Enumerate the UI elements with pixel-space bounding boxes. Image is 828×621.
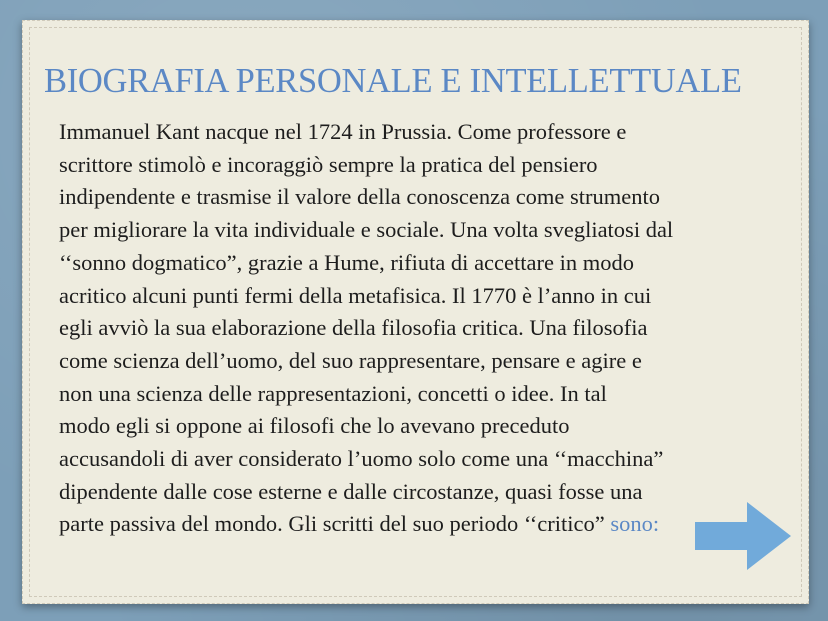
- body-line: dipendente dalle cose esterne e dalle circostanze, quasi fosse una: [59, 478, 643, 504]
- body-line: egli avviò la sua elaborazione della filosofia critica. Una filosofia: [59, 315, 648, 341]
- right-arrow-icon[interactable]: [695, 502, 791, 570]
- body-line-last-text: parte passiva del mondo. Gli scritti del suo periodo ‘‘critico”: [59, 511, 605, 537]
- body-line: scrittore stimolò e incoraggiò sempre la pratica del pensiero: [59, 151, 598, 177]
- highlighted-word: sono:: [610, 511, 660, 537]
- slide-card: [22, 20, 809, 604]
- slide-body-text: [59, 116, 769, 541]
- body-line: ‘‘sonno dogmatico”, grazie a Hume, rifiuta di accettare in modo: [59, 249, 634, 275]
- slide-title: BIOGRAFIA PERSONALE E INTELLETTUALE: [44, 62, 742, 100]
- body-line: modo egli si oppone ai filosofi che lo avevano preceduto: [59, 413, 570, 439]
- body-line: Immanuel Kant nacque nel 1724 in Prussia. Come professore e: [59, 119, 627, 144]
- body-line: non una scienza delle rappresentazioni, concetti o idee. In tal: [59, 380, 607, 406]
- body-line: acritico alcuni punti fermi della metafisica. Il 1770 è l’anno in cui: [59, 282, 652, 308]
- body-line-last: [59, 508, 769, 541]
- body-line: come scienza dell’uomo, del suo rappresentare, pensare e agire e: [59, 347, 642, 373]
- body-line: indipendente e trasmise il valore della conoscenza come strumento: [59, 184, 661, 210]
- body-line: accusandoli di aver considerato l’uomo solo come una ‘‘macchina”: [59, 446, 664, 472]
- body-line: per migliorare la vita individuale e sociale. Una volta svegliatosi dal: [59, 217, 674, 243]
